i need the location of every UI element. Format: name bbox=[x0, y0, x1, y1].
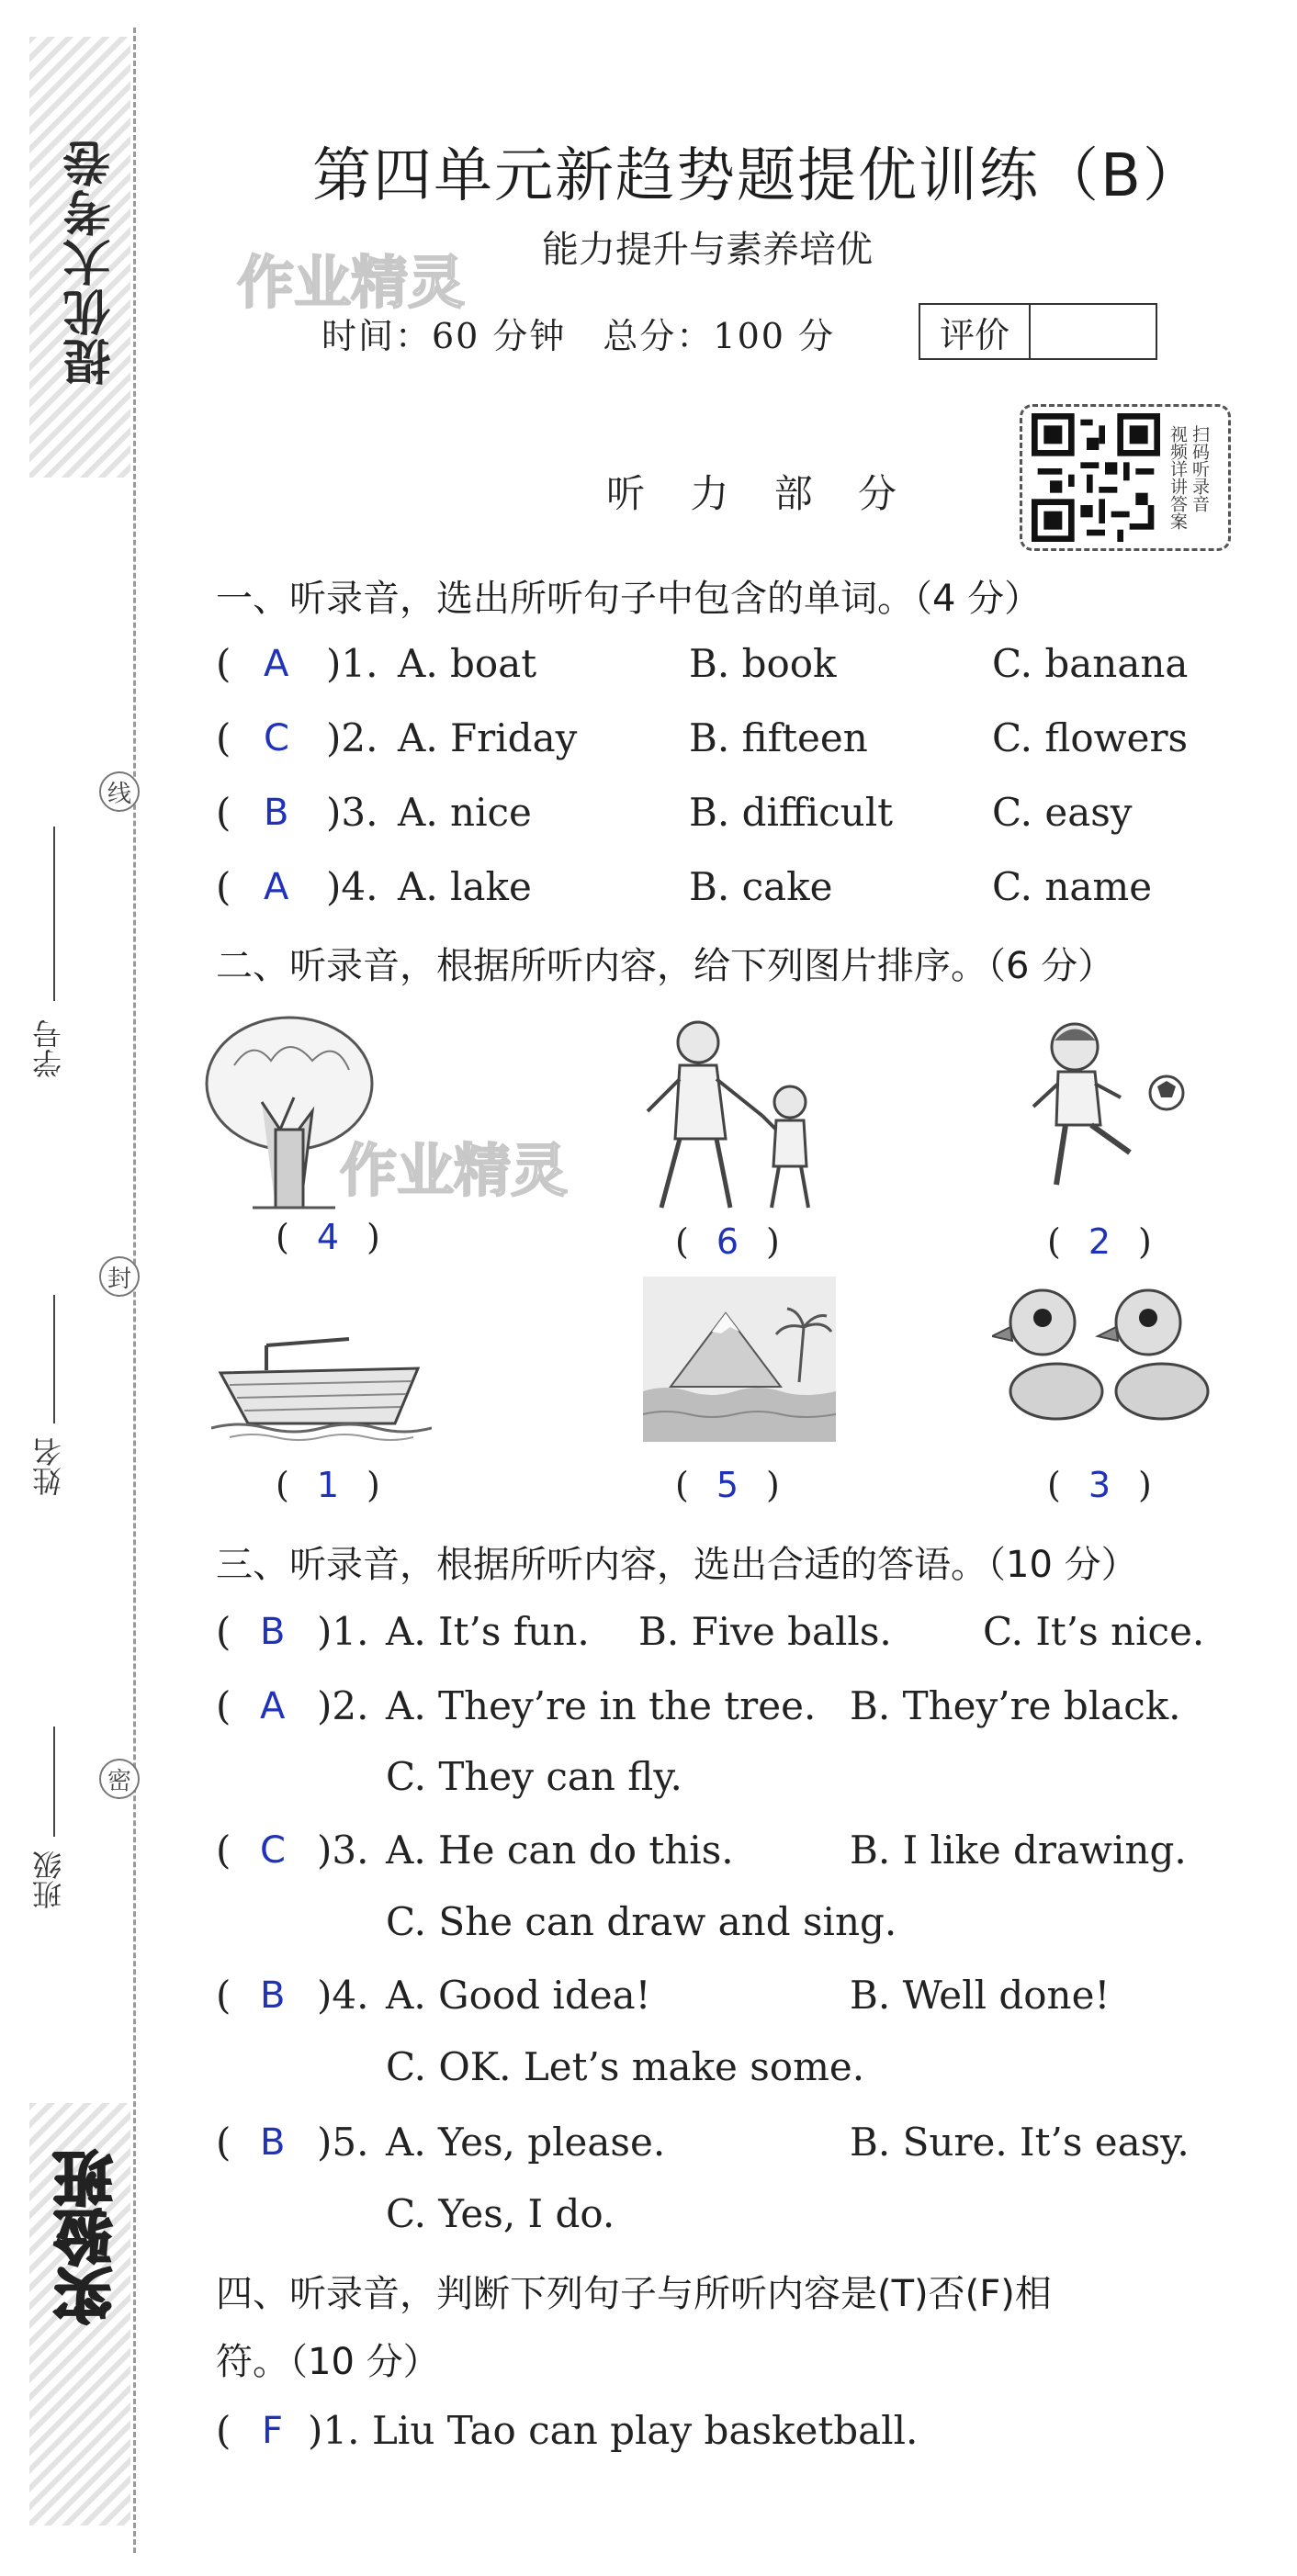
answer-mark[interactable]: C bbox=[264, 717, 289, 759]
field-class-line[interactable] bbox=[53, 1727, 55, 1837]
answer-mark[interactable]: F bbox=[262, 2410, 284, 2452]
bind-mark-secret: 密 bbox=[99, 1759, 140, 1799]
option-a: A. They’re in the tree. bbox=[386, 1683, 817, 1728]
ducks-picture bbox=[992, 1272, 1222, 1428]
time-score-info: 时间：60 分钟 总分：100 分 bbox=[321, 316, 836, 356]
picture-4-answer: ( 1 ) bbox=[276, 1465, 380, 1505]
question-number: )3. bbox=[326, 790, 378, 835]
field-name-label: 姓名 bbox=[31, 1437, 66, 1496]
part3-question-2-option-c: C. They can fly. bbox=[386, 1754, 682, 1799]
watermark-top: 作业精灵 bbox=[237, 249, 466, 316]
bind-mark-line: 线 bbox=[99, 771, 140, 812]
part1-question-3: ( B )3. A. nice B. difficult C. easy bbox=[216, 790, 1133, 835]
part3-question-3: ( C )3. A. He can do this. B. I like drawing. bbox=[216, 1828, 1187, 1873]
evaluation-box bbox=[919, 303, 1157, 360]
part1-question-4: ( A )4. A. lake B. cake C. name bbox=[216, 864, 1153, 909]
evaluation-field[interactable] bbox=[1031, 305, 1156, 358]
evaluation-label: 评价 bbox=[920, 305, 1031, 358]
option-b: B. Well done! bbox=[850, 1973, 1111, 2018]
field-name-line[interactable] bbox=[53, 1295, 55, 1423]
part1-question-2: ( C )2. A. Friday B. fifteen C. flowers bbox=[216, 715, 1189, 760]
answer-mark[interactable]: B bbox=[264, 792, 289, 834]
question-number: )3. bbox=[317, 1828, 369, 1873]
island-picture bbox=[643, 1277, 836, 1442]
option-c: C. banana bbox=[992, 641, 1189, 686]
part3-question-4: ( B )4. A. Good idea! B. Well done! bbox=[216, 1973, 1111, 2018]
option-b: B. I like drawing. bbox=[850, 1828, 1187, 1873]
option-a: A. boat bbox=[398, 641, 537, 686]
option-a: A. It’s fun. bbox=[386, 1609, 590, 1654]
answer-mark[interactable]: A bbox=[260, 1685, 286, 1727]
statement-text: Liu Tao can play basketball. bbox=[372, 2408, 919, 2453]
question-number: )4. bbox=[317, 1973, 369, 2018]
qr-code-panel[interactable] bbox=[1020, 404, 1231, 551]
picture-answer-mark[interactable]: 5 bbox=[716, 1465, 739, 1505]
part3-question-3-option-c: C. She can draw and sing. bbox=[386, 1899, 897, 1944]
question-number: )1. bbox=[308, 2408, 360, 2453]
part3-question-5: ( B )5. A. Yes, please. B. Sure. It’s easy. bbox=[216, 2120, 1190, 2165]
part3-title: 三、听录音，根据所听内容，选出合适的答语。（10 分） bbox=[216, 1544, 1138, 1586]
brand-bottom-label: 实验班 bbox=[54, 2149, 122, 2325]
picture-answer-mark[interactable]: 3 bbox=[1088, 1465, 1111, 1505]
part3-question-5-option-c: C. Yes, I do. bbox=[386, 2191, 615, 2236]
page-subtitle: 能力提升与素养培优 bbox=[542, 229, 873, 271]
qr-caption-line-2: 扫码听录音 bbox=[1190, 425, 1210, 512]
picture-answer-mark[interactable]: 2 bbox=[1088, 1221, 1111, 1262]
field-class-label: 班级 bbox=[31, 1850, 66, 1909]
option-b: B. difficult bbox=[689, 790, 894, 835]
question-number: )1. bbox=[317, 1609, 369, 1654]
option-c: C. name bbox=[992, 864, 1153, 909]
answer-mark[interactable]: B bbox=[260, 1611, 286, 1653]
picture-2-answer: ( 6 ) bbox=[675, 1221, 780, 1262]
option-b: B. Sure. It’s easy. bbox=[850, 2120, 1190, 2165]
question-number: )2. bbox=[326, 715, 378, 760]
page-title: 第四单元新趋势题提优训练（B） bbox=[312, 142, 1203, 210]
option-a: A. Friday bbox=[398, 715, 578, 760]
part4-title-line-2: 符。（10 分） bbox=[216, 2341, 440, 2383]
father-son-picture bbox=[625, 1010, 845, 1221]
field-student-number-label: 学号 bbox=[31, 1019, 66, 1078]
part1-title: 一、听录音，选出所听句子中包含的单词。（4 分） bbox=[216, 578, 1042, 620]
boy-football-picture bbox=[1020, 1015, 1203, 1208]
picture-answer-mark[interactable]: 1 bbox=[316, 1465, 340, 1505]
part2-title: 二、听录音，根据所听内容，给下列图片排序。（6 分） bbox=[216, 945, 1115, 987]
boat-picture bbox=[211, 1304, 432, 1442]
field-student-number-line[interactable] bbox=[53, 827, 55, 1001]
binding-strip bbox=[0, 0, 138, 2576]
answer-mark[interactable]: B bbox=[260, 1974, 286, 2017]
question-number: )4. bbox=[326, 864, 378, 909]
option-a: A. Good idea! bbox=[386, 1973, 651, 2018]
question-number: )5. bbox=[317, 2120, 369, 2165]
bind-mark-seal: 封 bbox=[99, 1256, 140, 1297]
option-a: A. nice bbox=[398, 790, 532, 835]
option-a: A. He can do this. bbox=[386, 1828, 734, 1873]
qr-code-icon[interactable] bbox=[1032, 413, 1160, 542]
part3-question-1: ( B )1. A. It’s fun. B. Five balls. C. It’s nice. bbox=[216, 1609, 1205, 1654]
section-heading: 听 力 部 分 bbox=[606, 471, 914, 516]
option-b: B. Five balls. bbox=[638, 1609, 892, 1654]
question-number: )1. bbox=[326, 641, 378, 686]
picture-answer-mark[interactable]: 6 bbox=[716, 1221, 739, 1262]
part4-title-line-1: 四、听录音，判断下列句子与所听内容是(T)否(F)相 bbox=[216, 2273, 1052, 2315]
option-c: C. flowers bbox=[992, 715, 1189, 760]
picture-6-answer: ( 3 ) bbox=[1047, 1465, 1152, 1505]
watermark-middle: 作业精灵 bbox=[340, 1137, 569, 1204]
answer-mark[interactable]: A bbox=[264, 643, 289, 685]
picture-answer-mark[interactable]: 4 bbox=[316, 1217, 340, 1257]
option-b: B. book bbox=[689, 641, 837, 686]
picture-3-answer: ( 2 ) bbox=[1047, 1221, 1152, 1262]
qr-caption-line-1: 视频详讲答案 bbox=[1167, 425, 1188, 530]
option-c: C. It’s nice. bbox=[983, 1609, 1205, 1654]
part3-question-2: ( A )2. A. They’re in the tree. B. They’re black. bbox=[216, 1683, 1181, 1728]
option-b: B. fifteen bbox=[689, 715, 868, 760]
brand-top-label: 提优大考卷 bbox=[64, 138, 119, 386]
answer-mark[interactable]: A bbox=[264, 866, 289, 908]
picture-1-answer: ( 4 ) bbox=[276, 1217, 380, 1257]
part3-question-4-option-c: C. OK. Let’s make some. bbox=[386, 2044, 865, 2089]
option-b: B. They’re black. bbox=[850, 1683, 1181, 1728]
qr-caption bbox=[1167, 425, 1210, 530]
picture-5-answer: ( 5 ) bbox=[675, 1465, 780, 1505]
option-c: C. easy bbox=[992, 790, 1133, 835]
question-number: )2. bbox=[317, 1683, 369, 1728]
answer-mark[interactable]: B bbox=[260, 2121, 286, 2164]
part4-question-1: ( F )1. Liu Tao can play basketball. bbox=[216, 2408, 919, 2453]
option-a: A. lake bbox=[398, 864, 532, 909]
option-b: B. cake bbox=[689, 864, 833, 909]
part1-question-1: ( A )1. A. boat B. book C. banana bbox=[216, 641, 1189, 686]
answer-mark[interactable]: C bbox=[260, 1829, 286, 1872]
option-a: A. Yes, please. bbox=[386, 2120, 666, 2165]
